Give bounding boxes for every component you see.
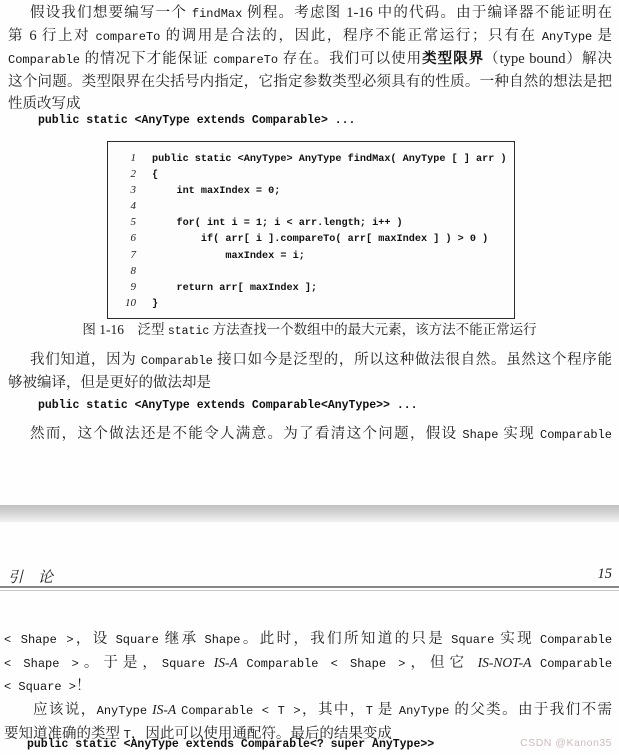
figure-1-16-code-box <box>107 141 515 319</box>
text-run: 的情况下才能保证 <box>80 51 214 67</box>
text-run: 图 1-16 泛型 <box>82 322 168 337</box>
italic-term: IS-A <box>152 702 177 718</box>
page-divider-band <box>0 505 619 522</box>
figure-code-line <box>108 213 514 229</box>
code-run: T <box>123 727 131 742</box>
text-run: ！ <box>76 678 91 695</box>
text-run: 是 <box>592 28 613 44</box>
line-number: 6 <box>130 232 136 245</box>
line-number: 1 <box>130 152 136 164</box>
figure-code-line <box>108 262 514 278</box>
italic-term: IS-NOT-A <box>477 654 532 670</box>
running-header-chapter: 引 论 <box>8 570 54 586</box>
text-line <box>8 48 612 71</box>
text-line <box>4 652 612 676</box>
text-line <box>8 372 612 394</box>
top-paragraph-3 <box>8 423 612 446</box>
figure-code-line <box>108 229 514 245</box>
line-number: 4 <box>130 200 136 213</box>
text-run: 够被编译，但是更好的做法却是 <box>8 375 211 391</box>
text-run: ，设 <box>73 631 116 647</box>
top-paragraph-1 <box>8 2 612 115</box>
code-run: Square <box>115 633 159 647</box>
code-run: compareTo <box>95 30 161 44</box>
text-run: 接口如今是泛型的，所以这种做法很自然。虽然这个程序能 <box>212 352 612 368</box>
figure-code-line <box>108 149 514 165</box>
line-number: 2 <box>130 168 136 181</box>
text-run <box>205 655 214 671</box>
text-run: 存在。我们可以使用 <box>278 51 423 67</box>
text-run: 继承 <box>158 631 205 647</box>
text-line <box>8 71 612 93</box>
inline-code-wildcard: public static <AnyType extends Comparable<? super AnyType>> <box>27 738 435 751</box>
text-line <box>8 349 612 372</box>
code-text: if( arr[ i ].compareTo( arr[ maxIndex ] ) > 0 ) <box>152 234 489 246</box>
bottom-paragraphs <box>4 628 612 747</box>
text-line <box>8 423 612 446</box>
code-run: Comparable <box>540 633 613 647</box>
code-text: public static <AnyType> AnyType findMax( AnyType [ ] arr ) <box>152 154 507 165</box>
code-run: Square <box>451 633 495 647</box>
text-run: 例程。考虑图 1-16 中的代码。由于编译器不能证明在 <box>242 5 612 21</box>
text-run: （type bound）解决 <box>484 51 613 67</box>
line-number: 7 <box>130 248 136 261</box>
code-run: Comparable <box>540 428 613 442</box>
inline-code-comparable-anytype: public static <AnyType extends Comparable<AnyType>> ... <box>38 399 418 412</box>
text-line <box>8 2 612 25</box>
code-text: int maxIndex = 0; <box>152 186 281 198</box>
text-run: 这个问题。类型限界在尖括号内指定，它指定参数类型必须具有的性质。一种自然的想法是把 <box>8 74 612 90</box>
figure-code-line <box>108 294 514 310</box>
text-run: ，但它 <box>405 654 478 671</box>
line-number: 8 <box>130 264 136 277</box>
code-text: return arr[ maxIndex ]; <box>152 282 318 294</box>
text-run: 实现 <box>494 631 541 647</box>
header-rule-light <box>0 590 619 591</box>
text-run: 应该说， <box>33 702 97 719</box>
top-paragraph-2 <box>8 349 612 394</box>
line-number: 3 <box>130 184 136 197</box>
text-run: ，其中， <box>300 702 366 719</box>
text-run: 的父类。由于我们不需 <box>449 702 613 719</box>
text-run: 我们知道，因为 <box>30 352 141 368</box>
figure-code-line <box>108 165 514 181</box>
figure-code-line <box>108 197 514 213</box>
text-run: 是 <box>372 702 399 719</box>
inline-code-type-bound: public static <AnyType extends Comparable> ... <box>38 114 356 127</box>
text-run: 实现 <box>498 426 540 442</box>
code-run: Comparable < Shape > <box>246 656 406 671</box>
text-run <box>531 655 540 671</box>
code-run: < Shape > <box>4 633 74 647</box>
code-run: Comparable <box>8 53 81 67</box>
text-line <box>4 699 612 723</box>
code-run: static <box>167 325 210 338</box>
text-line <box>8 93 612 115</box>
text-run: 的调用是合法的，因此，程序不能正常运行；只有在 <box>160 28 542 44</box>
code-text: { <box>152 170 159 182</box>
code-run: < Square > <box>4 680 77 695</box>
code-run: findMax <box>191 7 243 21</box>
line-number: 9 <box>130 280 136 293</box>
csdn-watermark: CSDN @Kanon35 <box>520 737 612 749</box>
text-run: 要知道准确的类型 <box>4 725 124 742</box>
code-run: < Shape > <box>4 656 79 671</box>
code-run: Comparable <box>140 354 213 368</box>
code-run: Shape <box>462 428 499 442</box>
code-text: for( int i = 1; i < arr.length; i++ ) <box>152 218 403 230</box>
line-number: 10 <box>125 296 136 309</box>
text-run: 然而，这个做法还是不能令人满意。为了看清这个问题，假设 <box>30 426 463 442</box>
code-run: compareTo <box>213 53 279 67</box>
text-run: 方法查找一个数组中的最大元素，该方法不能正常运行 <box>209 322 537 337</box>
figure-code-line <box>108 181 514 197</box>
code-run: Comparable < T > <box>181 704 301 719</box>
text-line <box>4 675 612 699</box>
text-run: 第 6 行上对 <box>8 28 96 44</box>
text-run: 性质改写成 <box>8 96 81 112</box>
code-text: maxIndex = i; <box>152 250 305 262</box>
text-line <box>8 25 612 48</box>
text-run: 。于是， <box>78 654 162 671</box>
text-run: 。此时，我们所知道的只是 <box>240 631 452 647</box>
figure-1-16-caption <box>0 321 619 341</box>
bold-term: 类型限界 <box>422 51 485 67</box>
code-run: AnyType <box>398 704 450 719</box>
code-run: Square <box>161 656 206 671</box>
figure-code-line <box>108 246 514 262</box>
page-number: 15 <box>597 566 612 582</box>
line-number: 5 <box>130 216 136 229</box>
code-text: } <box>152 298 159 310</box>
figure-code-line <box>108 278 514 294</box>
code-run: AnyType <box>541 30 593 44</box>
code-run: T <box>365 704 373 719</box>
code-run: Shape <box>204 633 241 647</box>
header-rule-dark <box>0 586 619 588</box>
italic-term: IS-A <box>213 654 238 670</box>
text-run: 假设我们想要编写一个 <box>30 5 192 21</box>
text-run: ，因此可以使用通配符。最后的结果变成 <box>130 725 392 742</box>
code-run: Comparable <box>540 656 613 671</box>
code-run: AnyType <box>96 704 148 719</box>
text-line <box>4 628 612 652</box>
